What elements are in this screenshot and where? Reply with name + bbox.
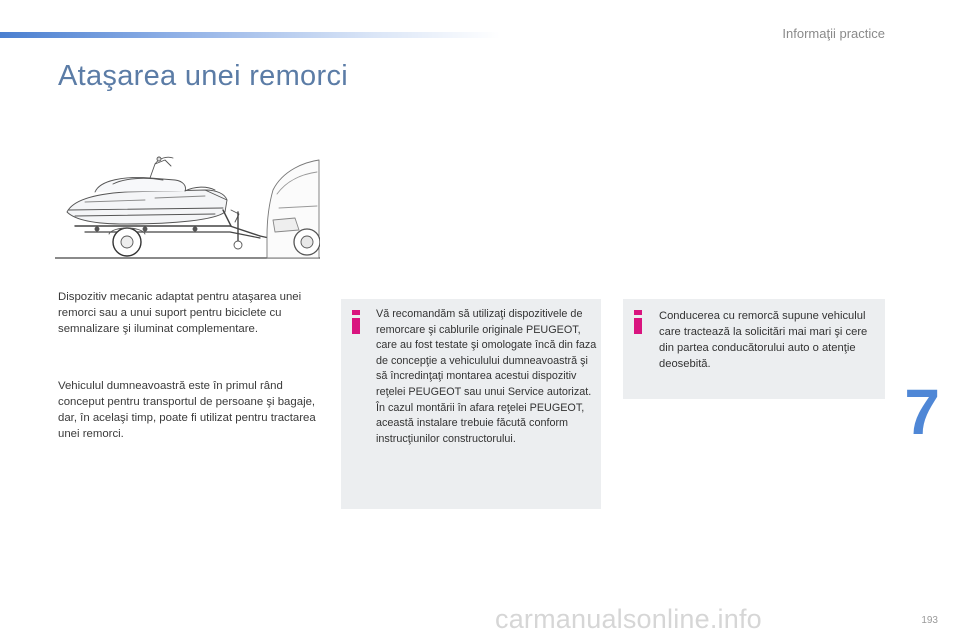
usage-paragraph: Vehiculul dumneavoastră este în primul rând conceput pentru transportul de persoane şi bagaje, dar, în acelaşi timp, poate fi utilizat pentru tractarea unei remorci.: [58, 380, 316, 440]
watermark: carmanualsonline.info: [495, 604, 762, 634]
header-accent-bar: [0, 32, 500, 38]
info-box-recommendation: [341, 299, 601, 509]
jet-ski-trailer-illustration: [55, 150, 320, 262]
page-title: Ataşarea unei remorci: [58, 60, 348, 92]
info-box-driving-caution: [623, 299, 885, 399]
intro-paragraph: Dispozitiv mecanic adaptat pentru ataşarea unei remorci sau a unui suport pentru biciclete cu semnalizare şi iluminat complementare.: [58, 291, 302, 335]
section-label: Informaţii practice: [782, 26, 885, 41]
info-icon: [350, 310, 362, 334]
page-number: 193: [921, 615, 938, 626]
info-box-text: Vă recomandăm să utilizaţi dispozitivele de remorcare şi cablurile originale PEUGEOT, care au fost testate şi omologate încă din faza de concepţie a vehiculului dumneavoastră şi să încredinţaţi montarea acestui dispozitiv reţelei PEUGEOT sau unui Service autorizat. În cazul montării în afara reţelei PEUGEOT, această instalare trebuie făcută conform instrucţiunilor constructorului.: [376, 308, 597, 445]
info-box-text: Conducerea cu remorcă supune vehiculul care tractează la solicitări mai mari şi cere din partea conducătorului auto o atenţie deosebită.: [659, 310, 868, 370]
info-icon: [632, 310, 644, 334]
chapter-number: 7: [904, 376, 940, 448]
